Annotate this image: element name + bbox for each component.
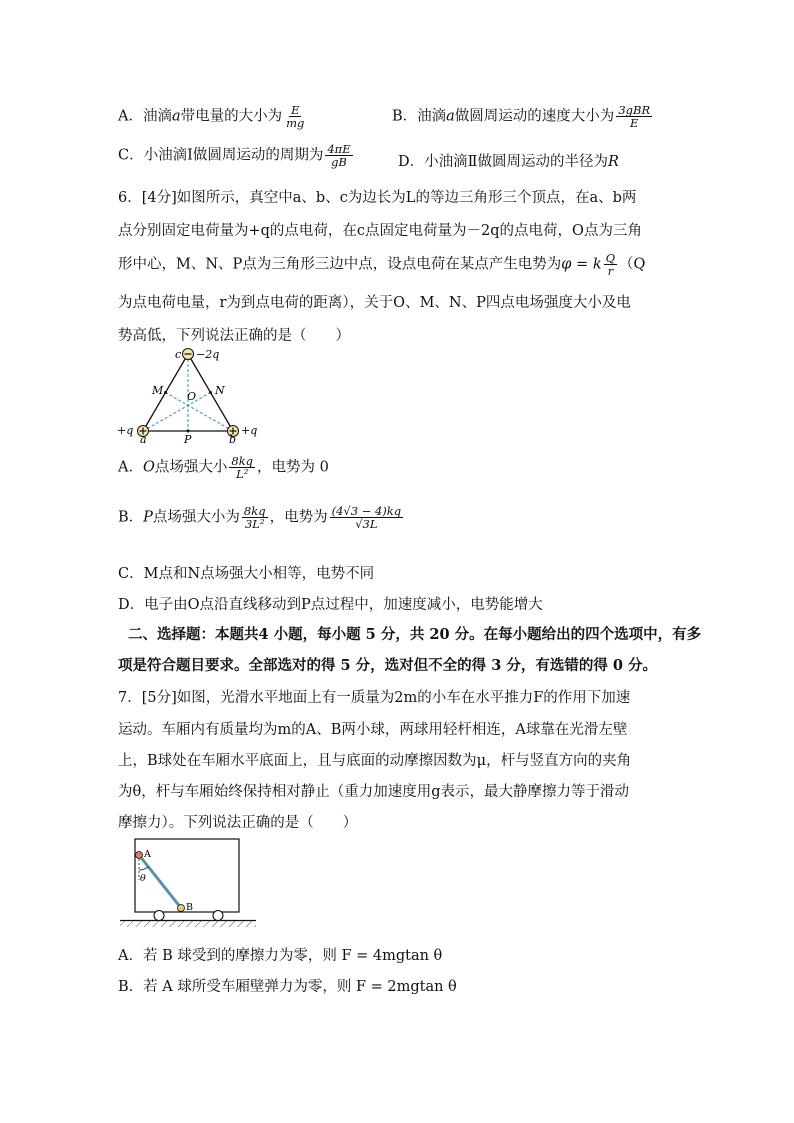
label-b: b: [229, 433, 237, 446]
triangle-charge-figure: [115, 342, 275, 447]
q6-option-d: D．电子由O点沿直线移动到P点过程中，加速度减小，电势能增大: [118, 597, 543, 613]
wheel-right: [213, 911, 223, 921]
label-a: a: [140, 433, 147, 446]
ground-hatch: [120, 921, 256, 927]
q6-stem-line3: 形中心，M、N、P点为三角形三边中点，设点电荷在某点产生电势为φ = k $\frac{Q}{r}$ （Q: [118, 251, 646, 279]
section2-heading-line2: 项是符合题目要求。全部选对的得 5 分，选对但不全的得 3 分，有选错的得 0 分。: [118, 657, 658, 674]
ball-a: [136, 852, 143, 859]
q5-option-c: C．小油滴Ⅰ做圆周运动的周期为 $\frac{4\pi E}{gB}$: [118, 142, 351, 170]
charge-c: [183, 349, 194, 360]
q7-option-a: A．若 B 球受到的摩擦力为零，则 F = 4mgtan θ: [118, 948, 443, 964]
label-b-charge: +q: [241, 424, 258, 437]
label-c: c: [175, 348, 182, 361]
q7-stem-line1: 7．[5分]如图，光滑水平地面上有一质量为2m的小车在水平推力F的作用下加速: [118, 690, 631, 706]
label-c-charge: −2q: [196, 348, 220, 361]
q5-option-d: D．小油滴Ⅱ做圆周运动的半径为R: [398, 154, 619, 170]
q6-stem-line2: 点分别固定电荷量为+q的点电荷，在c点固定电荷量为－2q的点电荷，O点为三角: [118, 223, 642, 239]
median-b: [166, 393, 234, 432]
q7-option-b: B．若 A 球所受车厢壁弹力为零，则 F = 2mgtan θ: [118, 979, 457, 995]
label-m: M: [152, 384, 164, 397]
q6-stem-line1: 6．[4分]如图所示，真空中a、b、c为边长为L的等边三角形三个顶点，在a、b两: [118, 190, 637, 206]
ball-b: [178, 905, 185, 912]
q7-stem-line3: 上，B球处在车厢水平底面上，且与底面的动摩擦因数为μ，杆与竖直方向的夹角: [118, 753, 632, 769]
label-theta: θ: [140, 873, 146, 884]
q6-option-c: C．M点和N点场强大小相等，电势不同: [118, 566, 375, 582]
label-ball-b: B: [186, 902, 193, 913]
q5-option-b: B．油滴a做圆周运动的速度大小为 $\frac{\text{3gBR}}{E}$: [392, 103, 651, 131]
cart-rod-figure: [118, 834, 258, 928]
label-p: P: [184, 433, 192, 446]
section2-heading-line1: 二、选择题：本题共4 小题，每小题 5 分，共 20 分。在每小题给出的四个选项中，有多: [128, 626, 702, 643]
point-n: [209, 391, 212, 394]
label-n: N: [215, 384, 225, 397]
q5-option-a: A．油滴a带电量的大小为 $\frac{E}{mg}$: [118, 103, 305, 131]
wheel-left: [154, 911, 164, 921]
q6-stem-line5: 势高低，下列说法正确的是（ ）: [118, 328, 350, 344]
point-m: [164, 391, 167, 394]
q7-stem-line4: 为θ，杆与车厢始终保持相对静止（重力加速度用g表示，最大静摩擦力等于滑动: [118, 784, 630, 800]
q6-option-b: B．P点场强大小为 $\frac{8kq}{\text{3L²}}$ ，电势为 $\frac{(4√3 - 4)kq}{√3L}$: [118, 504, 402, 532]
label-ball-a: A: [144, 849, 151, 860]
median-a: [143, 393, 211, 432]
label-o: O: [187, 390, 197, 403]
q6-stem-line4: 为点电荷电量，r为到点电荷的距离），关于O、M、N、P四点电场强度大小及电: [118, 295, 631, 311]
q7-stem-line5: 摩擦力）。下列说法正确的是（ ）: [118, 815, 358, 831]
q6-option-a: A．O点场强大小 $\frac{8kq}{\text{L²}}$ ，电势为 0: [118, 454, 329, 482]
q7-stem-line2: 运动。车厢内有质量均为m的A、B两小球，两球用轻杆相连，A球靠在光滑左壁: [118, 722, 628, 738]
label-a-charge: +q: [117, 424, 134, 437]
